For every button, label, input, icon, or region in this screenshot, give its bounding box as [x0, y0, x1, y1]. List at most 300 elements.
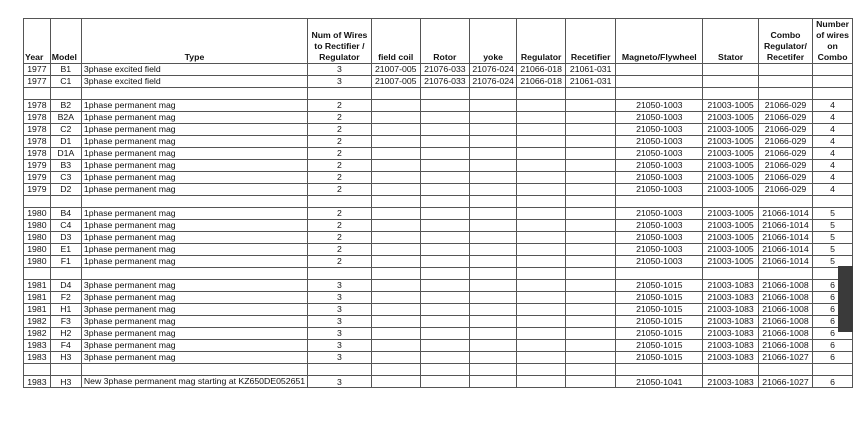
- cell-rectifier[interactable]: [566, 292, 616, 304]
- cell-rotor[interactable]: [420, 352, 469, 364]
- cell-yoke[interactable]: 21076-024: [470, 76, 517, 88]
- cell-model[interactable]: C1: [50, 76, 81, 88]
- cell-rotor[interactable]: [420, 340, 469, 352]
- cell-model[interactable]: H2: [50, 328, 81, 340]
- cell-wires[interactable]: 3: [308, 352, 372, 364]
- cell-field-coil[interactable]: [371, 292, 420, 304]
- cell-wires[interactable]: 3: [308, 316, 372, 328]
- cell-stator[interactable]: 21003-1005: [703, 220, 759, 232]
- cell-combo[interactable]: 21066-1014: [758, 220, 812, 232]
- cell-rotor[interactable]: 21076-033: [420, 76, 469, 88]
- cell-field-coil[interactable]: [371, 148, 420, 160]
- cell-field-coil[interactable]: [371, 160, 420, 172]
- cell-magneto[interactable]: [616, 88, 703, 100]
- cell-rectifier[interactable]: [566, 112, 616, 124]
- cell-year[interactable]: 1983: [24, 352, 51, 364]
- cell-stator[interactable]: 21003-1083: [703, 316, 759, 328]
- cell-yoke[interactable]: [470, 328, 517, 340]
- cell-field-coil[interactable]: [371, 100, 420, 112]
- cell-combo-wires[interactable]: 6: [813, 304, 853, 316]
- cell-type[interactable]: 3phase permanent mag: [81, 352, 307, 364]
- cell-type[interactable]: New 3phase permanent mag starting at KZ650DE052651: [81, 376, 307, 388]
- cell-yoke[interactable]: [470, 208, 517, 220]
- cell-combo-wires[interactable]: 4: [813, 136, 853, 148]
- header-recetifier[interactable]: Recetifier: [566, 19, 616, 64]
- header-field-coil[interactable]: field coil: [371, 19, 420, 64]
- cell-rectifier[interactable]: [566, 172, 616, 184]
- cell-rotor[interactable]: [420, 124, 469, 136]
- cell-combo-wires[interactable]: 5: [813, 244, 853, 256]
- cell-field-coil[interactable]: [371, 196, 420, 208]
- cell-combo-wires[interactable]: 6: [813, 352, 853, 364]
- cell-regulator[interactable]: [517, 328, 566, 340]
- cell-field-coil[interactable]: 21007-005: [371, 64, 420, 76]
- cell-type[interactable]: 3phase permanent mag: [81, 340, 307, 352]
- cell-regulator[interactable]: [517, 148, 566, 160]
- cell-combo-wires[interactable]: 4: [813, 172, 853, 184]
- cell-wires[interactable]: 2: [308, 184, 372, 196]
- cell-stator[interactable]: [703, 76, 759, 88]
- cell-regulator[interactable]: 21066-018: [517, 76, 566, 88]
- cell-combo[interactable]: [758, 88, 812, 100]
- cell-magneto[interactable]: 21050-1003: [616, 160, 703, 172]
- cell-field-coil[interactable]: [371, 304, 420, 316]
- cell-combo-wires[interactable]: 6: [813, 316, 853, 328]
- cell-magneto[interactable]: 21050-1003: [616, 136, 703, 148]
- header-combo-regulator[interactable]: Combo Regulator/ Recetifer: [758, 19, 812, 64]
- cell-model[interactable]: F1: [50, 256, 81, 268]
- cell-stator[interactable]: 21003-1005: [703, 160, 759, 172]
- cell-model[interactable]: F4: [50, 340, 81, 352]
- cell-regulator[interactable]: [517, 100, 566, 112]
- cell-field-coil[interactable]: 21007-005: [371, 76, 420, 88]
- cell-yoke[interactable]: [470, 292, 517, 304]
- cell-magneto[interactable]: 21050-1003: [616, 256, 703, 268]
- cell-regulator[interactable]: [517, 172, 566, 184]
- cell-field-coil[interactable]: [371, 220, 420, 232]
- cell-combo[interactable]: 21066-029: [758, 148, 812, 160]
- cell-combo-wires[interactable]: [813, 196, 853, 208]
- cell-field-coil[interactable]: [371, 316, 420, 328]
- cell-year[interactable]: 1978: [24, 112, 51, 124]
- cell-stator[interactable]: 21003-1083: [703, 328, 759, 340]
- cell-wires[interactable]: 2: [308, 172, 372, 184]
- cell-combo-wires[interactable]: 6: [813, 280, 853, 292]
- cell-year[interactable]: 1979: [24, 160, 51, 172]
- cell-rotor[interactable]: 21076-033: [420, 64, 469, 76]
- cell-rotor[interactable]: [420, 100, 469, 112]
- cell-combo-wires[interactable]: 6: [813, 292, 853, 304]
- cell-type[interactable]: 1phase permanent mag: [81, 184, 307, 196]
- cell-model[interactable]: C4: [50, 220, 81, 232]
- cell-rotor[interactable]: [420, 88, 469, 100]
- cell-combo[interactable]: 21066-1014: [758, 208, 812, 220]
- scroll-handle[interactable]: [838, 266, 853, 332]
- cell-combo[interactable]: [758, 64, 812, 76]
- cell-stator[interactable]: [703, 268, 759, 280]
- cell-year[interactable]: 1977: [24, 64, 51, 76]
- cell-type[interactable]: 3phase permanent mag: [81, 316, 307, 328]
- cell-combo-wires[interactable]: 4: [813, 100, 853, 112]
- cell-yoke[interactable]: [470, 124, 517, 136]
- cell-wires[interactable]: 2: [308, 232, 372, 244]
- cell-rectifier[interactable]: 21061-031: [566, 64, 616, 76]
- cell-stator[interactable]: 21003-1083: [703, 376, 759, 388]
- cell-combo[interactable]: 21066-1008: [758, 304, 812, 316]
- cell-year[interactable]: 1978: [24, 136, 51, 148]
- cell-combo-wires[interactable]: 6: [813, 328, 853, 340]
- cell-regulator[interactable]: [517, 256, 566, 268]
- cell-field-coil[interactable]: [371, 112, 420, 124]
- cell-wires[interactable]: 3: [308, 340, 372, 352]
- cell-year[interactable]: 1979: [24, 184, 51, 196]
- cell-stator[interactable]: [703, 196, 759, 208]
- cell-type[interactable]: 3phase permanent mag: [81, 292, 307, 304]
- cell-stator[interactable]: 21003-1083: [703, 292, 759, 304]
- cell-magneto[interactable]: 21050-1003: [616, 244, 703, 256]
- cell-yoke[interactable]: [470, 88, 517, 100]
- cell-regulator[interactable]: [517, 196, 566, 208]
- cell-stator[interactable]: 21003-1005: [703, 100, 759, 112]
- cell-yoke[interactable]: [470, 196, 517, 208]
- cell-combo-wires[interactable]: 4: [813, 148, 853, 160]
- cell-combo[interactable]: 21066-029: [758, 184, 812, 196]
- cell-yoke[interactable]: [470, 232, 517, 244]
- cell-combo[interactable]: [758, 76, 812, 88]
- cell-year[interactable]: 1978: [24, 124, 51, 136]
- cell-rectifier[interactable]: [566, 136, 616, 148]
- header-yoke[interactable]: yoke: [470, 19, 517, 64]
- cell-rotor[interactable]: [420, 280, 469, 292]
- cell-combo-wires[interactable]: 5: [813, 232, 853, 244]
- cell-regulator[interactable]: [517, 316, 566, 328]
- cell-model[interactable]: [50, 364, 81, 376]
- cell-stator[interactable]: 21003-1005: [703, 244, 759, 256]
- cell-magneto[interactable]: 21050-1003: [616, 184, 703, 196]
- cell-model[interactable]: H3: [50, 352, 81, 364]
- cell-rectifier[interactable]: [566, 160, 616, 172]
- header-combo-wires[interactable]: Number of wires on Combo: [813, 19, 853, 64]
- cell-year[interactable]: 1978: [24, 100, 51, 112]
- cell-regulator[interactable]: [517, 304, 566, 316]
- header-year[interactable]: Year: [24, 19, 51, 64]
- cell-year[interactable]: 1983: [24, 340, 51, 352]
- cell-wires[interactable]: 2: [308, 124, 372, 136]
- cell-stator[interactable]: 21003-1005: [703, 112, 759, 124]
- cell-rotor[interactable]: [420, 160, 469, 172]
- cell-combo[interactable]: 21066-1008: [758, 280, 812, 292]
- cell-model[interactable]: [50, 88, 81, 100]
- cell-wires[interactable]: 2: [308, 148, 372, 160]
- cell-magneto[interactable]: 21050-1015: [616, 328, 703, 340]
- cell-yoke[interactable]: [470, 172, 517, 184]
- cell-type[interactable]: 1phase permanent mag: [81, 256, 307, 268]
- cell-rotor[interactable]: [420, 208, 469, 220]
- cell-magneto[interactable]: 21050-1003: [616, 208, 703, 220]
- cell-combo[interactable]: [758, 364, 812, 376]
- cell-wires[interactable]: [308, 268, 372, 280]
- cell-stator[interactable]: 21003-1083: [703, 304, 759, 316]
- header-regulator[interactable]: Regulator: [517, 19, 566, 64]
- cell-regulator[interactable]: [517, 244, 566, 256]
- cell-magneto[interactable]: 21050-1003: [616, 148, 703, 160]
- cell-regulator[interactable]: [517, 220, 566, 232]
- cell-type[interactable]: 1phase permanent mag: [81, 220, 307, 232]
- cell-type[interactable]: 1phase permanent mag: [81, 160, 307, 172]
- cell-yoke[interactable]: [470, 304, 517, 316]
- cell-field-coil[interactable]: [371, 268, 420, 280]
- cell-yoke[interactable]: [470, 244, 517, 256]
- cell-type[interactable]: [81, 88, 307, 100]
- cell-year[interactable]: 1982: [24, 328, 51, 340]
- cell-wires[interactable]: 3: [308, 64, 372, 76]
- cell-type[interactable]: [81, 268, 307, 280]
- cell-model[interactable]: D2: [50, 184, 81, 196]
- cell-wires[interactable]: [308, 88, 372, 100]
- cell-model[interactable]: F3: [50, 316, 81, 328]
- cell-combo[interactable]: 21066-029: [758, 100, 812, 112]
- cell-rectifier[interactable]: [566, 316, 616, 328]
- cell-combo-wires[interactable]: [813, 88, 853, 100]
- cell-model[interactable]: D1A: [50, 148, 81, 160]
- cell-model[interactable]: B1: [50, 64, 81, 76]
- cell-rotor[interactable]: [420, 112, 469, 124]
- cell-type[interactable]: 1phase permanent mag: [81, 112, 307, 124]
- cell-combo[interactable]: 21066-1014: [758, 256, 812, 268]
- cell-type[interactable]: 1phase permanent mag: [81, 244, 307, 256]
- cell-magneto[interactable]: 21050-1003: [616, 100, 703, 112]
- cell-rectifier[interactable]: [566, 268, 616, 280]
- cell-wires[interactable]: 2: [308, 160, 372, 172]
- cell-rotor[interactable]: [420, 220, 469, 232]
- cell-wires[interactable]: 3: [308, 328, 372, 340]
- cell-stator[interactable]: 21003-1083: [703, 340, 759, 352]
- cell-stator[interactable]: 21003-1083: [703, 280, 759, 292]
- cell-year[interactable]: [24, 196, 51, 208]
- cell-year[interactable]: 1981: [24, 304, 51, 316]
- cell-field-coil[interactable]: [371, 352, 420, 364]
- cell-magneto[interactable]: 21050-1003: [616, 124, 703, 136]
- cell-rectifier[interactable]: [566, 352, 616, 364]
- cell-magneto[interactable]: 21050-1003: [616, 232, 703, 244]
- cell-rectifier[interactable]: [566, 280, 616, 292]
- cell-field-coil[interactable]: [371, 136, 420, 148]
- cell-magneto[interactable]: [616, 64, 703, 76]
- cell-stator[interactable]: 21003-1005: [703, 136, 759, 148]
- cell-combo[interactable]: 21066-1027: [758, 352, 812, 364]
- cell-rectifier[interactable]: [566, 376, 616, 388]
- cell-yoke[interactable]: [470, 364, 517, 376]
- cell-magneto[interactable]: 21050-1003: [616, 112, 703, 124]
- cell-combo[interactable]: 21066-029: [758, 136, 812, 148]
- cell-combo-wires[interactable]: 6: [813, 340, 853, 352]
- cell-year[interactable]: 1979: [24, 172, 51, 184]
- cell-regulator[interactable]: [517, 88, 566, 100]
- cell-model[interactable]: [50, 268, 81, 280]
- cell-combo[interactable]: 21066-1014: [758, 232, 812, 244]
- cell-rectifier[interactable]: [566, 88, 616, 100]
- cell-type[interactable]: 3phase permanent mag: [81, 304, 307, 316]
- cell-yoke[interactable]: [470, 184, 517, 196]
- cell-rectifier[interactable]: 21061-031: [566, 76, 616, 88]
- cell-field-coil[interactable]: [371, 340, 420, 352]
- cell-rotor[interactable]: [420, 376, 469, 388]
- cell-type[interactable]: 3phase excited field: [81, 76, 307, 88]
- cell-combo[interactable]: 21066-029: [758, 112, 812, 124]
- cell-combo-wires[interactable]: 5: [813, 220, 853, 232]
- cell-rectifier[interactable]: [566, 184, 616, 196]
- cell-field-coil[interactable]: [371, 232, 420, 244]
- cell-rotor[interactable]: [420, 172, 469, 184]
- cell-model[interactable]: H1: [50, 304, 81, 316]
- cell-magneto[interactable]: 21050-1015: [616, 340, 703, 352]
- cell-field-coil[interactable]: [371, 244, 420, 256]
- cell-combo-wires[interactable]: 4: [813, 160, 853, 172]
- cell-rectifier[interactable]: [566, 256, 616, 268]
- cell-regulator[interactable]: [517, 136, 566, 148]
- cell-year[interactable]: 1980: [24, 208, 51, 220]
- cell-magneto[interactable]: 21050-1003: [616, 172, 703, 184]
- cell-year[interactable]: 1978: [24, 148, 51, 160]
- cell-combo[interactable]: 21066-1027: [758, 376, 812, 388]
- cell-year[interactable]: [24, 88, 51, 100]
- cell-yoke[interactable]: 21076-024: [470, 64, 517, 76]
- cell-field-coil[interactable]: [371, 208, 420, 220]
- cell-field-coil[interactable]: [371, 256, 420, 268]
- cell-magneto[interactable]: 21050-1015: [616, 304, 703, 316]
- cell-rotor[interactable]: [420, 256, 469, 268]
- header-model[interactable]: Model: [50, 19, 81, 64]
- cell-year[interactable]: 1982: [24, 316, 51, 328]
- cell-wires[interactable]: 2: [308, 208, 372, 220]
- cell-stator[interactable]: 21003-1005: [703, 172, 759, 184]
- cell-rotor[interactable]: [420, 232, 469, 244]
- header-rotor[interactable]: Rotor: [420, 19, 469, 64]
- cell-combo[interactable]: 21066-1008: [758, 328, 812, 340]
- cell-wires[interactable]: [308, 364, 372, 376]
- cell-magneto[interactable]: 21050-1015: [616, 280, 703, 292]
- cell-wires[interactable]: 3: [308, 76, 372, 88]
- cell-magneto[interactable]: [616, 76, 703, 88]
- cell-year[interactable]: [24, 364, 51, 376]
- cell-rectifier[interactable]: [566, 208, 616, 220]
- cell-wires[interactable]: 2: [308, 112, 372, 124]
- cell-type[interactable]: 1phase permanent mag: [81, 136, 307, 148]
- cell-model[interactable]: E1: [50, 244, 81, 256]
- cell-year[interactable]: 1980: [24, 244, 51, 256]
- cell-regulator[interactable]: [517, 124, 566, 136]
- cell-rotor[interactable]: [420, 328, 469, 340]
- cell-regulator[interactable]: [517, 208, 566, 220]
- cell-rectifier[interactable]: [566, 340, 616, 352]
- cell-model[interactable]: C2: [50, 124, 81, 136]
- cell-field-coil[interactable]: [371, 124, 420, 136]
- cell-magneto[interactable]: [616, 196, 703, 208]
- cell-yoke[interactable]: [470, 112, 517, 124]
- cell-wires[interactable]: 2: [308, 100, 372, 112]
- cell-regulator[interactable]: 21066-018: [517, 64, 566, 76]
- cell-wires[interactable]: 2: [308, 256, 372, 268]
- cell-combo[interactable]: 21066-029: [758, 160, 812, 172]
- cell-stator[interactable]: [703, 64, 759, 76]
- header-magneto-flywheel[interactable]: Magneto/Flywheel: [616, 19, 703, 64]
- cell-model[interactable]: C3: [50, 172, 81, 184]
- cell-wires[interactable]: 2: [308, 244, 372, 256]
- cell-yoke[interactable]: [470, 256, 517, 268]
- cell-rotor[interactable]: [420, 196, 469, 208]
- cell-magneto[interactable]: 21050-1015: [616, 316, 703, 328]
- cell-magneto[interactable]: 21050-1015: [616, 352, 703, 364]
- cell-yoke[interactable]: [470, 280, 517, 292]
- cell-type[interactable]: 3phase excited field: [81, 64, 307, 76]
- cell-combo[interactable]: 21066-1008: [758, 292, 812, 304]
- cell-rotor[interactable]: [420, 136, 469, 148]
- cell-year[interactable]: 1981: [24, 280, 51, 292]
- cell-stator[interactable]: 21003-1005: [703, 148, 759, 160]
- cell-rotor[interactable]: [420, 184, 469, 196]
- cell-wires[interactable]: 3: [308, 292, 372, 304]
- cell-year[interactable]: 1981: [24, 292, 51, 304]
- cell-combo[interactable]: 21066-029: [758, 172, 812, 184]
- cell-model[interactable]: B4: [50, 208, 81, 220]
- header-type[interactable]: Type: [81, 19, 307, 64]
- cell-yoke[interactable]: [470, 316, 517, 328]
- cell-wires[interactable]: 2: [308, 220, 372, 232]
- cell-wires[interactable]: 3: [308, 280, 372, 292]
- cell-regulator[interactable]: [517, 376, 566, 388]
- cell-year[interactable]: 1980: [24, 232, 51, 244]
- cell-rotor[interactable]: [420, 304, 469, 316]
- cell-field-coil[interactable]: [371, 172, 420, 184]
- cell-combo[interactable]: [758, 268, 812, 280]
- cell-regulator[interactable]: [517, 352, 566, 364]
- cell-magneto[interactable]: [616, 268, 703, 280]
- cell-year[interactable]: 1980: [24, 256, 51, 268]
- cell-type[interactable]: 1phase permanent mag: [81, 232, 307, 244]
- cell-stator[interactable]: [703, 364, 759, 376]
- cell-type[interactable]: 1phase permanent mag: [81, 148, 307, 160]
- cell-regulator[interactable]: [517, 280, 566, 292]
- cell-year[interactable]: [24, 268, 51, 280]
- cell-wires[interactable]: [308, 196, 372, 208]
- cell-yoke[interactable]: [470, 352, 517, 364]
- cell-rotor[interactable]: [420, 148, 469, 160]
- cell-yoke[interactable]: [470, 340, 517, 352]
- cell-combo-wires[interactable]: 4: [813, 112, 853, 124]
- cell-type[interactable]: 1phase permanent mag: [81, 208, 307, 220]
- cell-type[interactable]: [81, 196, 307, 208]
- cell-type[interactable]: 1phase permanent mag: [81, 172, 307, 184]
- cell-regulator[interactable]: [517, 364, 566, 376]
- cell-model[interactable]: [50, 196, 81, 208]
- cell-model[interactable]: H3: [50, 376, 81, 388]
- cell-year[interactable]: 1977: [24, 76, 51, 88]
- cell-stator[interactable]: 21003-1005: [703, 232, 759, 244]
- cell-stator[interactable]: 21003-1005: [703, 124, 759, 136]
- cell-model[interactable]: F2: [50, 292, 81, 304]
- cell-rectifier[interactable]: [566, 196, 616, 208]
- cell-combo-wires[interactable]: 4: [813, 184, 853, 196]
- cell-type[interactable]: 1phase permanent mag: [81, 100, 307, 112]
- cell-field-coil[interactable]: [371, 376, 420, 388]
- cell-field-coil[interactable]: [371, 280, 420, 292]
- cell-regulator[interactable]: [517, 340, 566, 352]
- cell-yoke[interactable]: [470, 376, 517, 388]
- cell-yoke[interactable]: [470, 136, 517, 148]
- cell-rectifier[interactable]: [566, 220, 616, 232]
- cell-rectifier[interactable]: [566, 304, 616, 316]
- cell-stator[interactable]: [703, 88, 759, 100]
